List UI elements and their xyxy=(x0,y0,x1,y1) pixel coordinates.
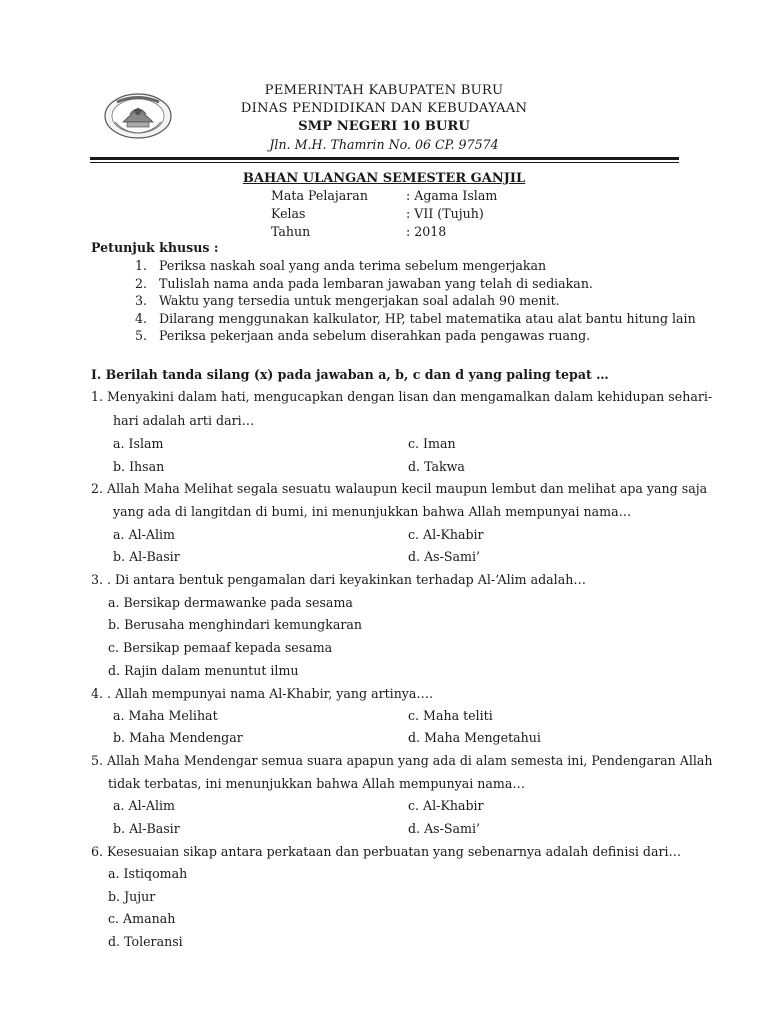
instruction-text: Periksa naskah soal yang anda terima sebelum mengerjakan xyxy=(159,258,547,273)
question-5-option-b: b. Al-Basir xyxy=(113,821,180,836)
question-1-option-b: b. Ihsan xyxy=(113,459,165,474)
instruction-text: Periksa pekerjaan anda sebelum diserahkan pada pengawas ruang. xyxy=(159,328,591,343)
instruction-number: 4. xyxy=(135,311,148,326)
question-4-option-b: b. Maha Mendengar xyxy=(113,730,243,745)
instruction-number: 5. xyxy=(135,328,148,343)
question-4-option-d: d. Maha Mengetahui xyxy=(408,730,541,745)
header-government: PEMERINTAH KABUPATEN BURU xyxy=(264,83,504,98)
header-address: Jln. M.H. Thamrin No. 06 CP. 97574 xyxy=(269,137,499,152)
question-6-option-b: b. Jujur xyxy=(108,889,156,904)
instruction-text: Dilarang menggunakan kalkulator, HP, tabel matematika atau alat bantu hitung lain xyxy=(159,311,696,326)
question-5-option-a: a. Al-Alim xyxy=(113,798,175,813)
header-divider-thick xyxy=(90,157,679,160)
question-3-option-d: d. Rajin dalam menuntut ilmu xyxy=(108,663,299,678)
instruction-item xyxy=(135,328,590,343)
section-title: I. Berilah tanda silang (x) pada jawaban a, b, c dan d yang paling tepat … xyxy=(91,367,609,382)
question-2-text-cont: yang ada di langitdan di bumi, ini menunjukkan bahwa Allah mempunyai nama… xyxy=(113,504,632,519)
info-label: Kelas xyxy=(271,206,306,221)
header-divider-thin xyxy=(90,162,679,163)
instructions-title: Petunjuk khusus : xyxy=(91,240,219,255)
question-2-option-a: a. Al-Alim xyxy=(113,527,175,542)
question-1-text-cont: hari adalah arti dari… xyxy=(113,413,255,428)
question-6-text: 6. Kesesuaian sikap antara perkataan dan perbuatan yang sebenarnya adalah definisi dari… xyxy=(91,844,682,859)
question-2-text: 2. Allah Maha Melihat segala sesuatu walaupun kecil maupun lembut dan melihat apa yang saja xyxy=(91,481,708,496)
question-3-option-a: a. Bersikap dermawanke pada sesama xyxy=(108,595,353,610)
question-1-option-a: a. Islam xyxy=(113,436,164,451)
question-5-option-d: d. As-Sami’ xyxy=(408,821,480,836)
question-3-option-c: c. Bersikap pemaaf kepada sesama xyxy=(108,640,333,655)
question-2-option-d: d. As-Sami’ xyxy=(408,549,480,564)
question-4-option-c: c. Maha teliti xyxy=(408,708,493,723)
instruction-item xyxy=(135,276,593,291)
question-2-option-c: c. Al-Khabir xyxy=(408,527,484,542)
question-3-text: 3. . Di antara bentuk pengamalan dari keyakinkan terhadap Al-‘Alim adalah… xyxy=(91,572,586,587)
question-1-text: 1. Menyakini dalam hati, mengucapkan dengan lisan dan mengamalkan dalam kehidupan sehari- xyxy=(91,389,713,404)
header-school: SMP NEGERI 10 BURU xyxy=(298,119,470,134)
question-1-option-c: c. Iman xyxy=(408,436,456,451)
info-value: : 2018 xyxy=(406,224,447,239)
instruction-number: 2. xyxy=(135,276,148,291)
instruction-text: Tulislah nama anda pada lembaran jawaban yang telah di sediakan. xyxy=(159,276,593,291)
header-department: DINAS PENDIDIKAN DAN KEBUDAYAAN xyxy=(240,101,528,116)
instruction-text: Waktu yang tersedia untuk mengerjakan soal adalah 90 menit. xyxy=(159,293,560,308)
instruction-number: 3. xyxy=(135,293,148,308)
question-6-option-a: a. Istiqomah xyxy=(108,866,188,881)
instruction-item xyxy=(135,258,546,273)
info-value: : VII (Tujuh) xyxy=(406,206,484,221)
question-6-option-d: d. Toleransi xyxy=(108,934,183,949)
question-5-text-cont: tidak terbatas, ini menunjukkan bahwa Allah mempunyai nama… xyxy=(108,776,525,791)
question-4-option-a: a. Maha Melihat xyxy=(113,708,218,723)
question-2-option-b: b. Al-Basir xyxy=(113,549,180,564)
question-4-text: 4. . Allah mempunyai nama Al-Khabir, yang artinya…. xyxy=(91,686,434,701)
question-1-option-d: d. Takwa xyxy=(408,459,465,474)
instruction-number: 1. xyxy=(135,258,148,273)
question-6-option-c: c. Amanah xyxy=(108,911,176,926)
info-value: : Agama Islam xyxy=(406,188,498,203)
info-label: Tahun xyxy=(271,224,311,239)
question-5-text: 5. Allah Maha Mendengar semua suara apapun yang ada di alam semesta ini, Pendengaran Allah xyxy=(91,753,713,768)
question-3-option-b: b. Berusaha menghindari kemungkaran xyxy=(108,617,363,632)
instruction-item xyxy=(135,293,560,308)
instruction-item xyxy=(135,311,696,326)
info-label: Mata Pelajaran xyxy=(271,188,368,203)
exam-title: BAHAN ULANGAN SEMESTER GANJIL xyxy=(242,171,526,186)
question-5-option-c: c. Al-Khabir xyxy=(408,798,484,813)
